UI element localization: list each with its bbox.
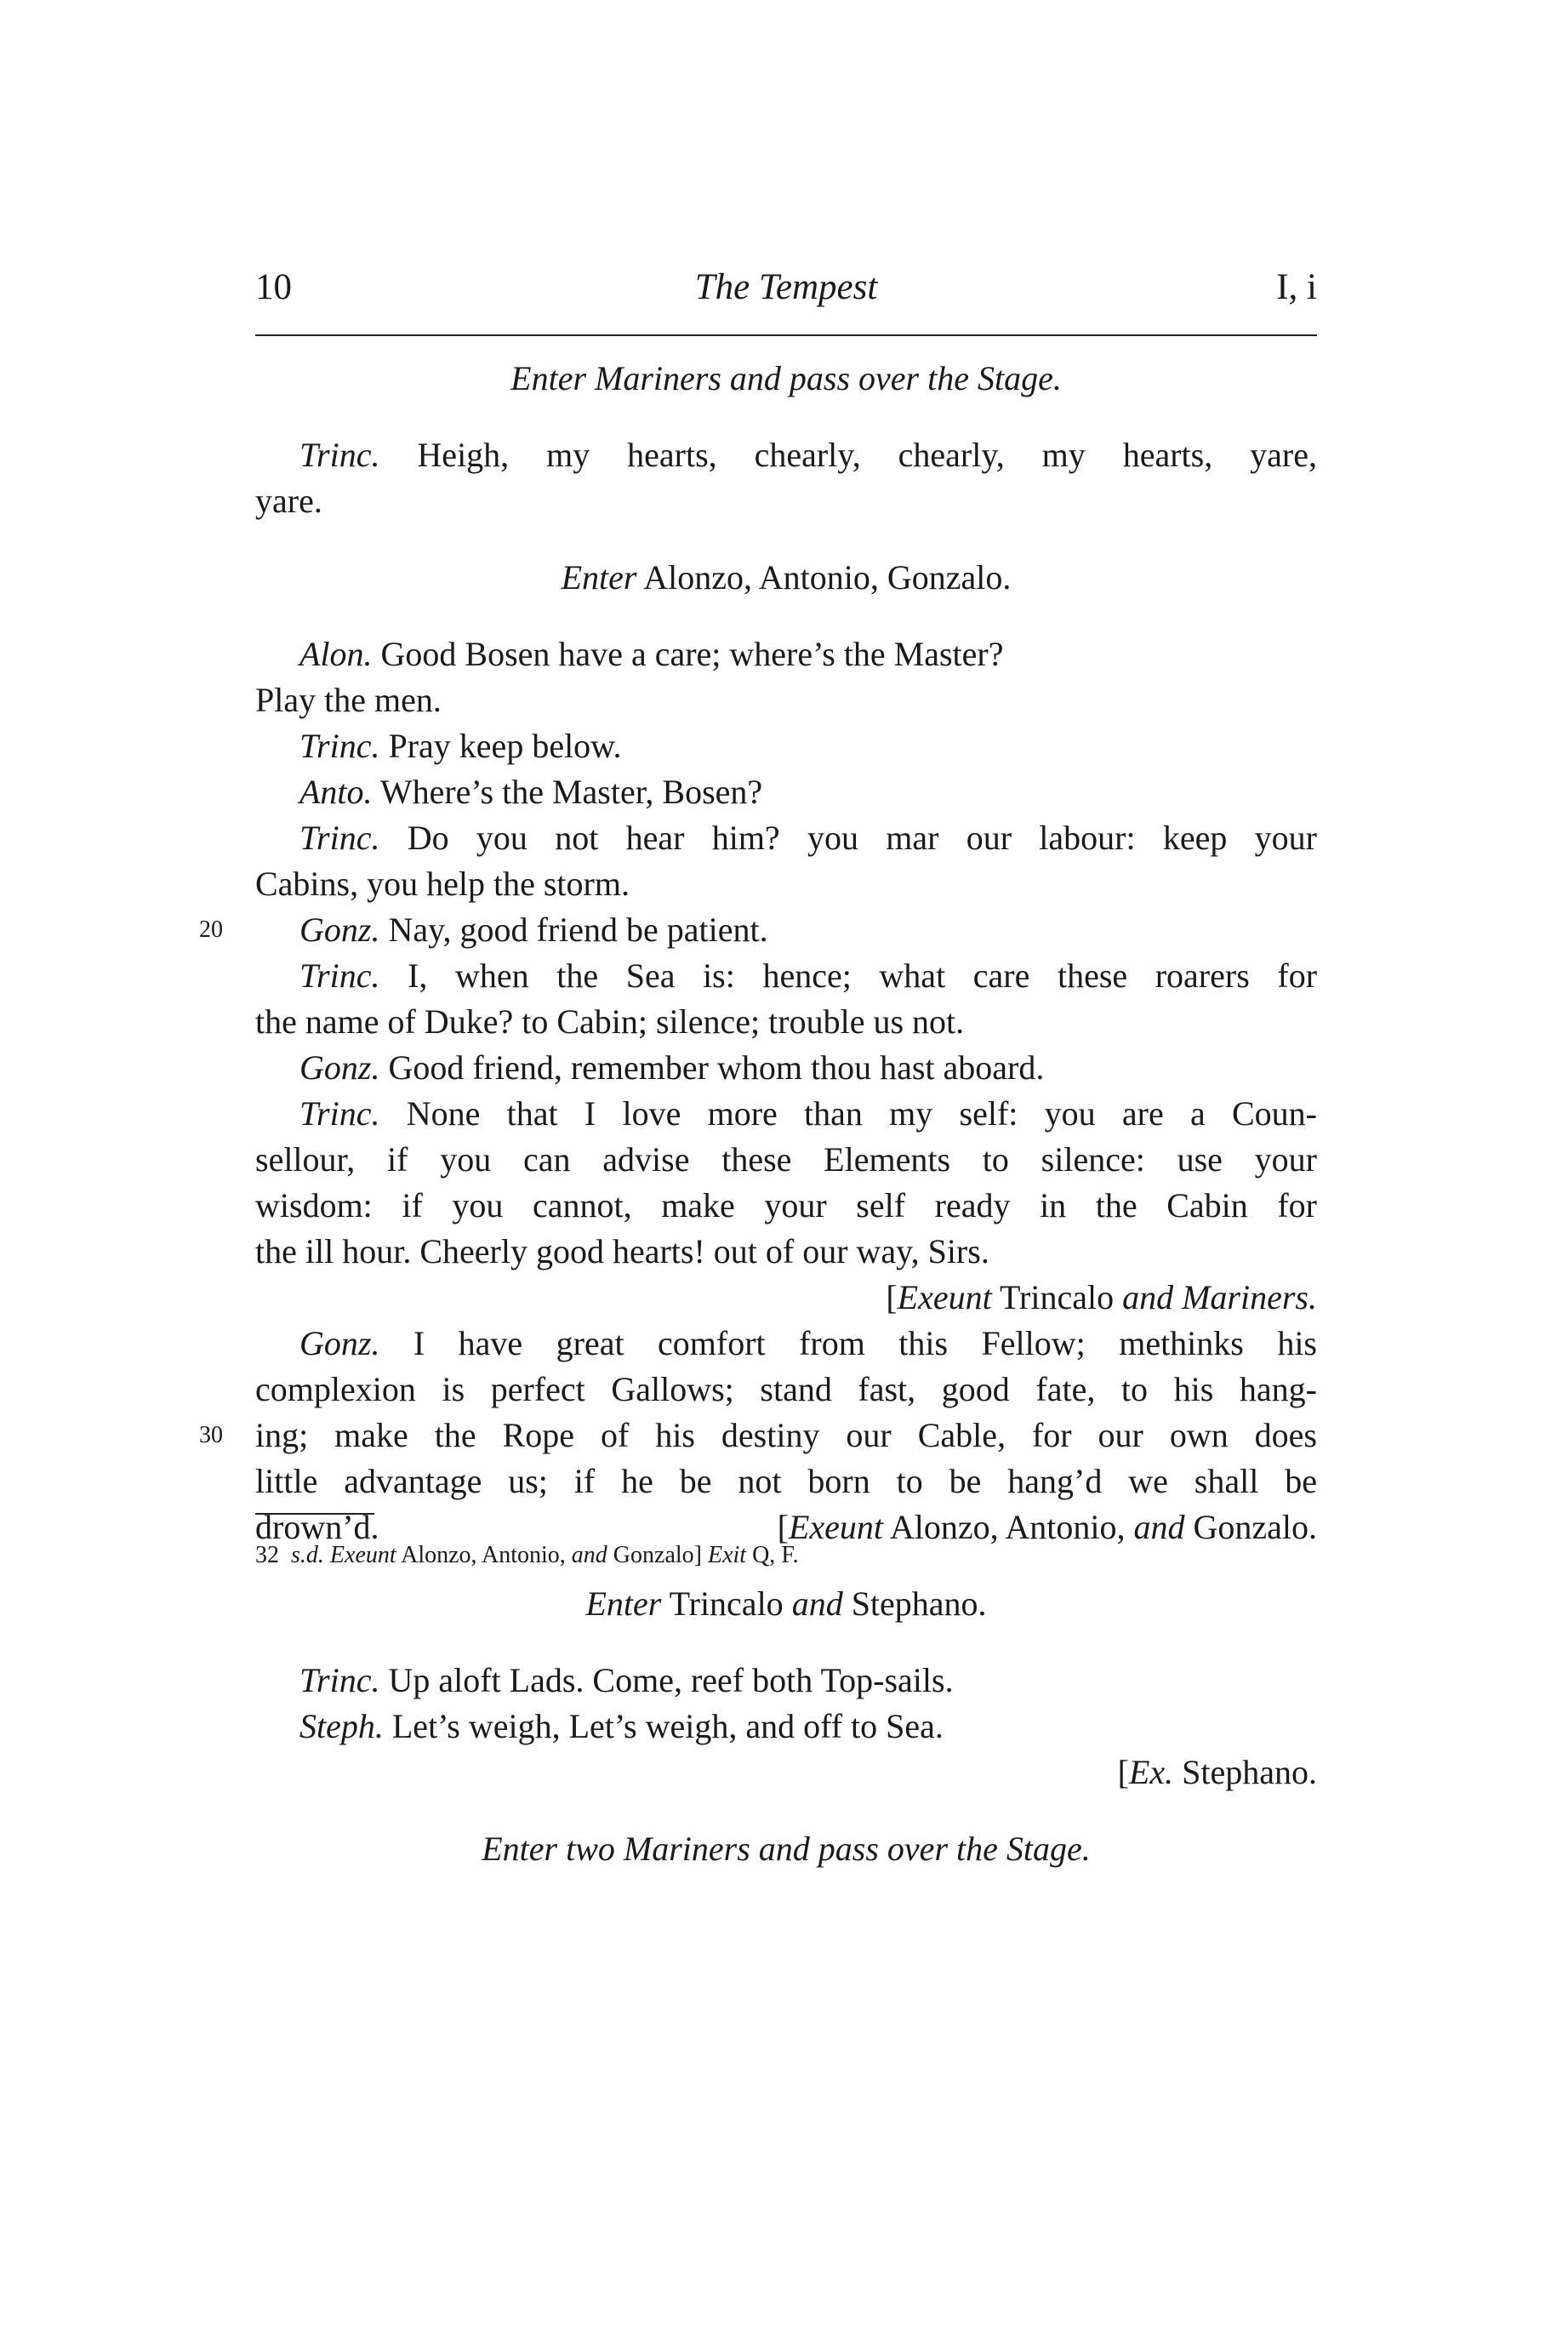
speaker: Trinc. (299, 1661, 380, 1699)
speaker: Gonz. (299, 1048, 380, 1087)
speech-line: 30 ing; make the Rope of his destiny our Cable, for our own does (255, 1413, 1317, 1459)
stage-direction: [Exeunt Trincalo and Mariners. (886, 1278, 1317, 1316)
stage-direction: Enter Trincalo and Stephano. (585, 1584, 987, 1623)
running-title: The Tempest (694, 267, 878, 307)
speech-line: Cabins, you help the storm. (255, 865, 630, 903)
speaker: Trinc. (299, 1094, 380, 1133)
speech-line: the name of Duke? to Cabin; silence; trouble us not. (255, 1002, 965, 1041)
speaker: Anto. (299, 773, 373, 811)
speech-line: Steph. Let’s weigh, Let’s weigh, and off to Sea. (299, 1707, 944, 1745)
line-number: 30 (199, 1422, 223, 1448)
line-number: 20 (199, 916, 223, 943)
stage-direction: Enter Alonzo, Antonio, Gonzalo. (561, 558, 1012, 597)
speaker: Trinc. (299, 819, 380, 857)
speaker: Trinc. (299, 956, 380, 995)
header-rule (255, 334, 1317, 336)
speech-line: sellour, if you can advise these Elements to silence: use your (255, 1140, 1317, 1179)
speech-line: wisdom: if you cannot, make your self ready in the Cabin for (255, 1186, 1317, 1225)
speech-line: Trinc. None that I love more than my self: you are a Coun- (299, 1094, 1317, 1133)
speech-line: Trinc. Pray keep below. (299, 727, 622, 765)
speaker: Gonz. (299, 911, 380, 949)
speech-line: Trinc. Do you not hear him? you mar our labour: keep your (299, 819, 1317, 857)
speech-line: complexion is perfect Gallows; stand fast, good fate, to his hang- (255, 1370, 1317, 1408)
speech-line: Anto. Where’s the Master, Bosen? (299, 773, 763, 811)
stage-direction: Enter Mariners and pass over the Stage. (510, 359, 1062, 397)
speech-line: little advantage us; if he be not born to be hang’d we shall be (255, 1462, 1317, 1500)
speech-line: Gonz. I have great comfort from this Fellow; methinks his (299, 1324, 1317, 1362)
speech-line: Trinc. I, when the Sea is: hence; what care these roarers for (299, 956, 1318, 995)
speaker: Trinc. (299, 727, 380, 765)
footnote-rule (255, 1513, 374, 1515)
speech-line: yare. (255, 482, 322, 520)
speaker: Gonz. (299, 1324, 380, 1362)
speech-line: Gonz. Good friend, remember whom thou hast aboard. (299, 1048, 1045, 1087)
speech-line: Alon. Good Bosen have a care; where’s the Master? (299, 635, 1004, 673)
speaker: Steph. (299, 1707, 384, 1745)
play-text (199, 356, 1318, 1872)
page-number: 10 (255, 267, 292, 307)
running-head (255, 262, 1317, 313)
footnote-number: 32 (255, 1542, 279, 1568)
speech-line: Trinc. Up aloft Lads. Come, reef both Top-sails. (299, 1661, 954, 1699)
stage-direction: [Exeunt Alonzo, Antonio, and Gonzalo. (777, 1508, 1317, 1546)
act-scene: I, i (1276, 267, 1317, 307)
footnote: 32 s.d. Exeunt Alonzo, Antonio, and Gonzalo] Exit Q, F. (255, 1542, 799, 1568)
stage-direction: Enter two Mariners and pass over the Stage. (482, 1830, 1091, 1868)
speech-line: Play the men. (255, 681, 442, 719)
speaker: Trinc. (299, 436, 380, 474)
speech-line: Trinc. Heigh, my hearts, chearly, chearly, my hearts, yare, (299, 436, 1317, 474)
speech-line: the ill hour. Cheerly good hearts! out of our way, Sirs. (255, 1232, 989, 1270)
speech-line: drown’d. [Exeunt Alonzo, Antonio, and Gonzalo. (255, 1504, 1317, 1550)
stage-direction: [Ex. Stephano. (1117, 1753, 1317, 1791)
speaker: Alon. (299, 635, 373, 673)
speech-line: 20 Gonz. Nay, good friend be patient. (255, 907, 1317, 953)
